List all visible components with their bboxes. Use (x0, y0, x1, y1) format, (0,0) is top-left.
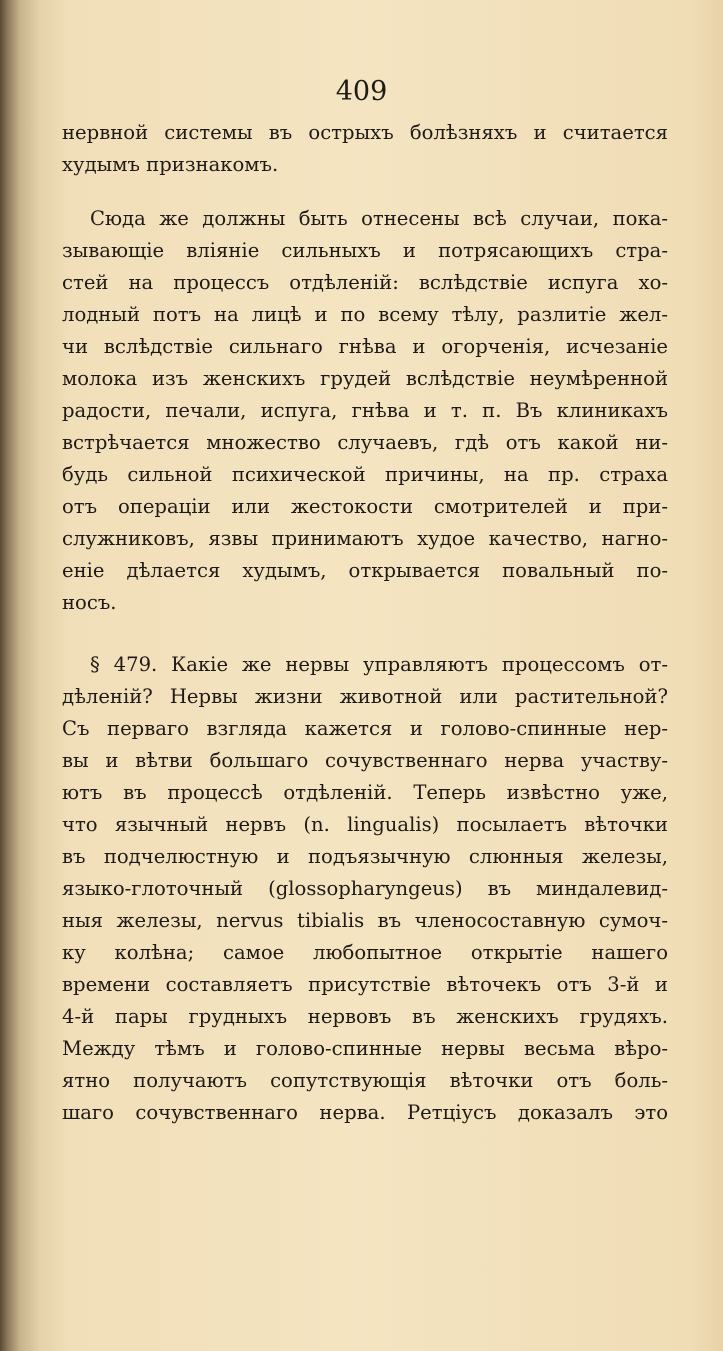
text-line: отъ операціи или жестокости смотрителей и при- (62, 495, 668, 518)
paragraph-section-479 (62, 653, 668, 1133)
text-line: ятно получаютъ сопутствующія вѣточки отъ боль- (62, 1069, 668, 1092)
text-line: зывающіе вліяніе сильныхъ и потрясающихъ стра- (62, 239, 668, 262)
text-line: худымъ признакомъ. (62, 153, 279, 176)
text-line: стей на процессъ отдѣленій: вслѣдствіе испуга хо- (62, 271, 668, 294)
text-line: времени составляетъ присутствіе вѣточекъ отъ 3-й и (62, 973, 668, 996)
text-line: 4-й пары грудныхъ нервовъ въ женскихъ грудяхъ. (62, 1005, 668, 1028)
text-line: еніе дѣлается худымъ, открывается повальный по- (62, 559, 668, 582)
text-line: дѣленій? Нервы жизни животной или растительной? (62, 685, 668, 708)
text-line: встрѣчается множество случаевъ, гдѣ отъ какой ни- (62, 431, 668, 454)
text-line: вы и вѣтви большаго сочувственнаго нерва участву- (62, 749, 668, 772)
text-line: шаго сочувственнаго нерва. Ретціусъ доказалъ это (62, 1101, 668, 1124)
text-line: лодный потъ на лицѣ и по всему тѣлу, разлитіе жел- (62, 303, 668, 326)
text-line: молока изъ женскихъ грудей вслѣдствіе неумѣренной (62, 367, 668, 390)
text-line: ку колѣна; самое любопытное открытіе нашего (62, 941, 668, 964)
text-line: нервной системы въ острыхъ болѣзняхъ и считается (62, 121, 668, 144)
text-line: ныя железы, nervus tibialis въ членосоставную сумоч- (62, 909, 668, 932)
text-line: будь сильной психической причины, на пр. страха (62, 463, 668, 486)
paragraph-continuation (62, 121, 668, 185)
text-line: Съ перваго взгляда кажется и голово-спинные нер- (62, 717, 668, 740)
text-line: чи вслѣдствіе сильнаго гнѣва и огорченія, исчезаніе (62, 335, 668, 358)
text-line: § 479. Какіе же нервы управляютъ процессомъ от- (90, 653, 668, 676)
text-line: ютъ въ процессѣ отдѣленій. Теперь извѣстно уже, (62, 781, 668, 804)
text-line: Между тѣмъ и голово-спинные нервы весьма вѣро- (62, 1037, 668, 1060)
page-number: 409 (335, 76, 388, 107)
text-line: радости, печали, испуга, гнѣва и т. п. Въ клиникахъ (62, 399, 668, 422)
text-line: въ подчелюстную и подъязычную слюнныя железы, (62, 845, 668, 868)
paragraph-emotions (62, 207, 668, 623)
text-line: что язычный нервъ (n. lingualis) посылаетъ вѣточки (62, 813, 668, 836)
text-line: носъ. (62, 591, 117, 614)
text-line: служниковъ, язвы принимаютъ худое качество, нагно- (62, 527, 668, 550)
text-line: Сюда же должны быть отнесены всѣ случаи, пока- (90, 207, 668, 230)
text-line: языко-глоточный (glossopharyngeus) въ миндалевид- (62, 877, 668, 900)
